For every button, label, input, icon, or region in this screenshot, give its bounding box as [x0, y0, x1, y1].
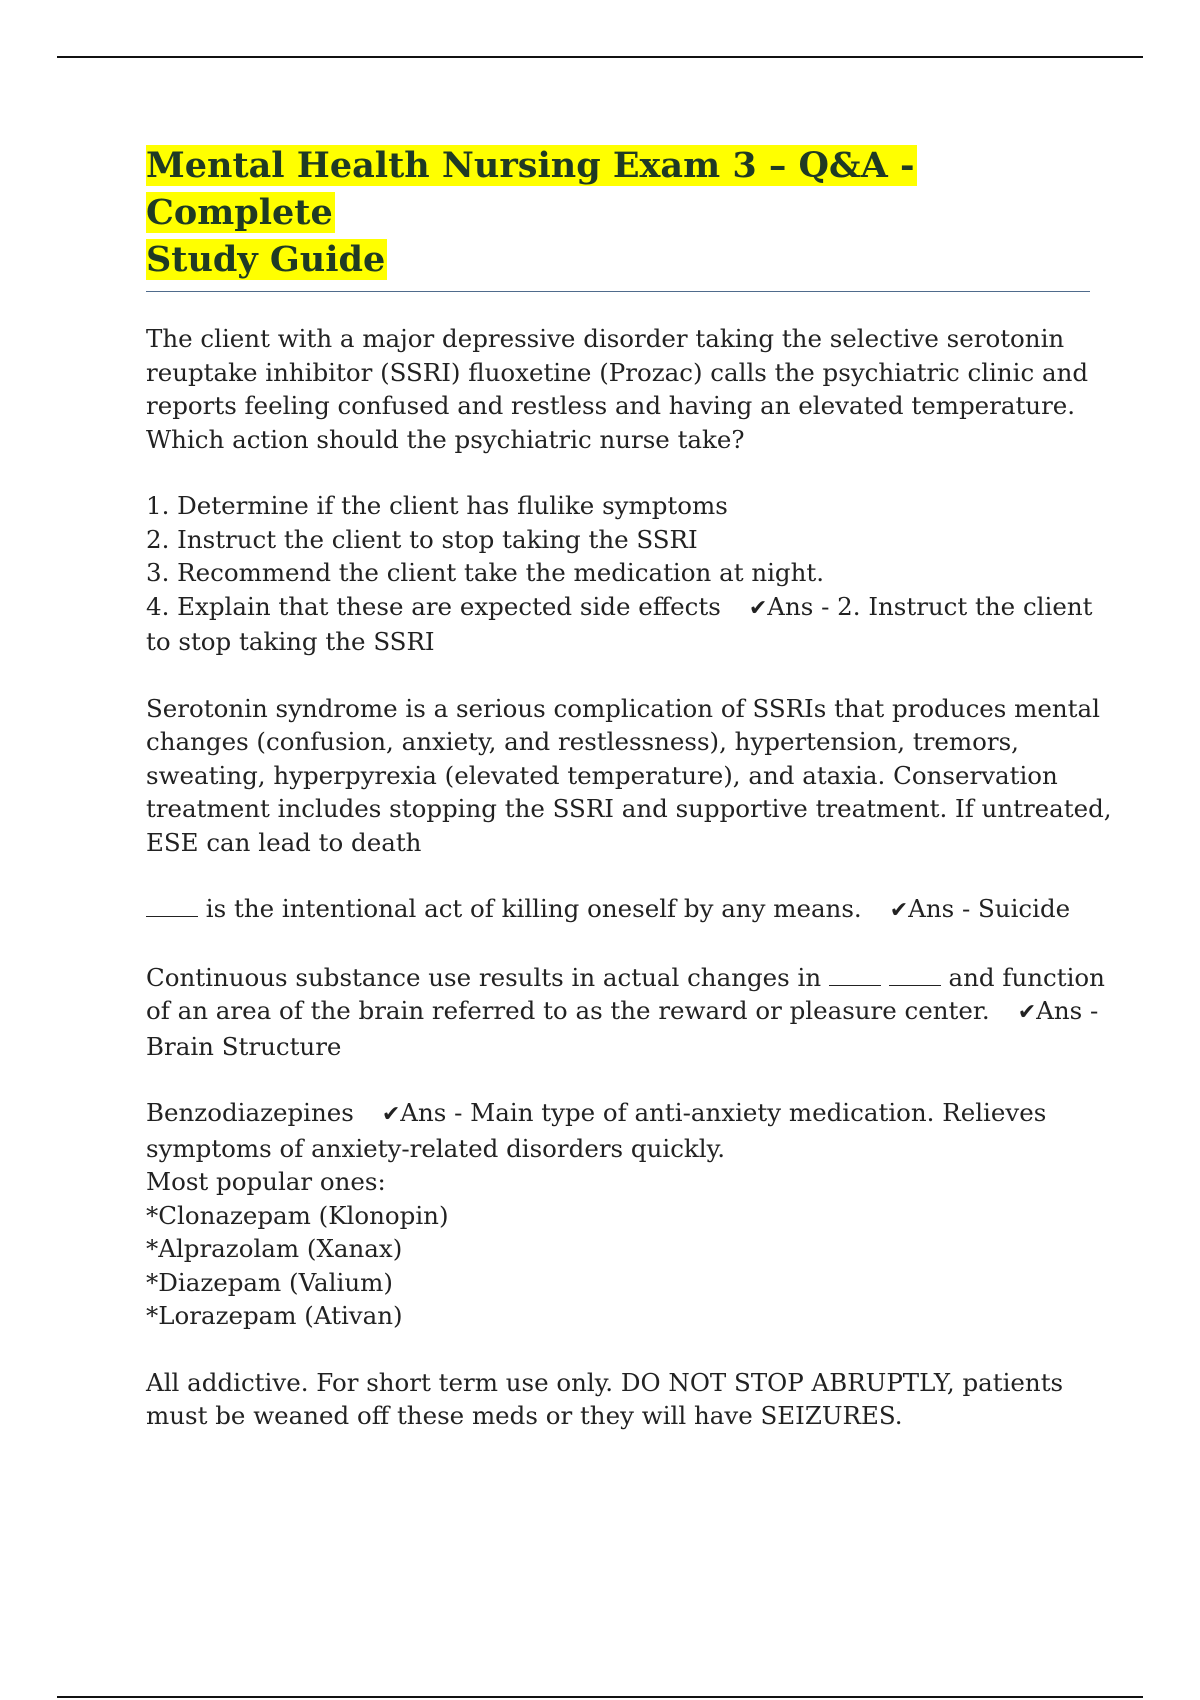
rationale-line: Serotonin syndrome is a serious complication of SSRIs that produces mental: [146, 693, 1100, 723]
title-line-2: Study Guide: [146, 239, 386, 280]
question-3-text-a: Continuous substance use results in actual changes in: [146, 962, 822, 992]
question-1-line: Which action should the psychiatric nurse take?: [146, 424, 745, 454]
drug-item: *Lorazepam (Ativan): [146, 1301, 403, 1330]
list-heading: Most popular ones:: [146, 1167, 386, 1196]
check-icon: ✔: [381, 1102, 401, 1127]
drug-item: *Alprazolam (Xanax): [146, 1234, 403, 1263]
answer-2: Ans - Suicide: [908, 894, 1071, 923]
document-title: [146, 142, 1090, 283]
answer-4: Ans - Main type of anti-anxiety medication. Relieves: [400, 1098, 1047, 1127]
question-1-line: reports feeling confused and restless and having an elevated temperature.: [146, 391, 1076, 420]
question-1-line: reuptake inhibitor (SSRI) fluoxetine (Prozac) calls the psychiatric clinic and: [146, 357, 1089, 387]
check-icon: ✔: [748, 595, 768, 621]
check-icon: ✔: [889, 898, 909, 923]
document-page: [146, 142, 1112, 1466]
fill-blank: [889, 985, 941, 986]
drug-item: *Clonazepam (Klonopin): [146, 1200, 449, 1230]
fill-blank: [146, 916, 198, 917]
rationale-line: changes (confusion, anxiety, and restlessness), hypertension, tremors,: [146, 727, 1019, 756]
question-4-term: Benzodiazepines: [146, 1098, 354, 1127]
answer-1: Ans - 2. Instruct the client: [767, 591, 1093, 621]
question-2: [146, 892, 1090, 928]
drug-item: *Diazepam (Valium): [146, 1267, 393, 1297]
question-3: [146, 961, 1105, 1064]
question-3-text-c: of an area of the brain referred to as the reward or pleasure center.: [146, 996, 990, 1025]
question-2-text: is the intentional act of killing oneself by any means.: [205, 894, 862, 923]
rationale-line: sweating, hyperpyrexia (elevated temperature), and ataxia. Conservation: [146, 760, 1058, 790]
note-line: All addictive. For short term use only. DO NOT STOP ABRUPTLY, patients: [146, 1367, 1064, 1397]
header-rule: [57, 56, 1143, 58]
rationale-line: ESE can lead to death: [146, 827, 422, 857]
answer-3-label: Ans -: [1036, 996, 1099, 1025]
option-2: 2. Instruct the client to stop taking the SSRI: [146, 524, 698, 554]
note-line: must be weaned off these meds or they will have SEIZURES.: [146, 1401, 903, 1430]
fill-blank: [829, 985, 881, 986]
document-body: [146, 322, 1112, 1433]
title-line-1: Mental Health Nursing Exam 3 – Q&A - Complete: [146, 145, 915, 233]
rationale-line: treatment includes stopping the SSRI and supportive treatment. If untreated,: [146, 794, 1112, 823]
note-paragraph: [146, 1366, 1090, 1433]
check-icon: ✔: [1017, 1000, 1037, 1025]
answer-3: Brain Structure: [146, 1031, 342, 1061]
footer-rule: [57, 1696, 1143, 1698]
rationale-1: [146, 692, 1112, 860]
question-1: [146, 322, 1090, 456]
question-1-options: [146, 489, 1093, 659]
answer-4-continued: symptoms of anxiety-related disorders quickly.: [146, 1133, 725, 1163]
option-4-with-answer: [146, 590, 1093, 626]
answer-1-continued: to stop taking the SSRI: [146, 627, 435, 656]
option-4: 4. Explain that these are expected side effects: [146, 591, 721, 621]
question-3-text-b: and function: [948, 962, 1105, 992]
question-4: [146, 1096, 1090, 1333]
title-block: [146, 142, 1090, 292]
question-1-line: The client with a major depressive disorder taking the selective serotonin: [146, 324, 1065, 353]
option-3: 3. Recommend the client take the medication at night.: [146, 558, 825, 587]
option-1: 1. Determine if the client has flulike symptoms: [146, 491, 728, 520]
